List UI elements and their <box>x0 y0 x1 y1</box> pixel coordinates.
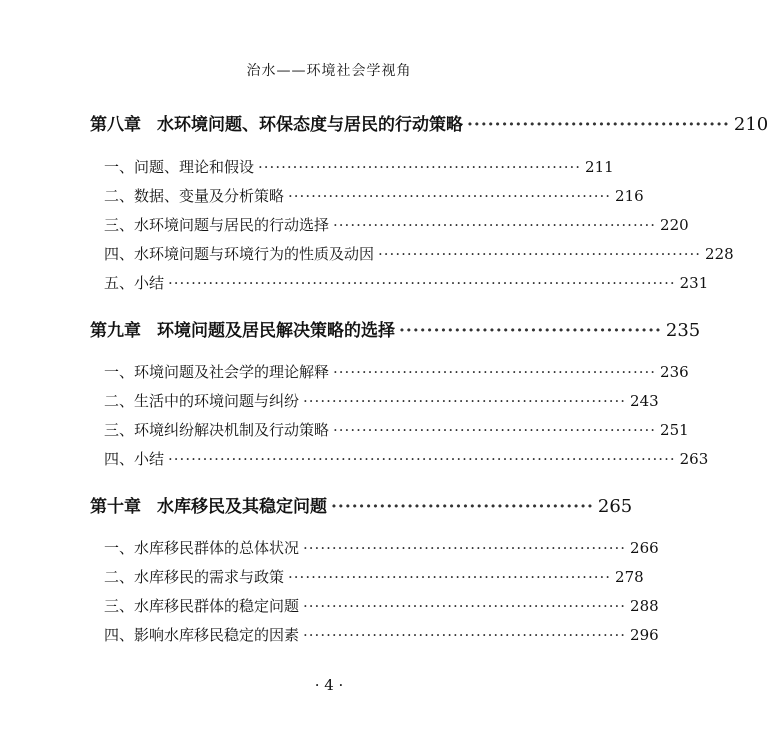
section-page-number: 278 <box>615 568 644 586</box>
leader-dots: ························································ <box>303 392 627 410</box>
section-title: 三、水库移民群体的稳定问题 <box>104 597 300 615</box>
toc-section[interactable] <box>90 390 659 411</box>
toc-chapter-10[interactable] <box>90 492 633 517</box>
section-title: 一、环境问题及社会学的理论解释 <box>104 363 330 381</box>
leader-dots: ························································································ <box>168 274 676 292</box>
leader-dots: ························································ <box>303 597 627 615</box>
toc-section[interactable] <box>90 537 659 558</box>
section-title: 二、生活中的环境问题与纠纷 <box>104 392 300 410</box>
toc-section[interactable] <box>90 419 689 440</box>
section-page-number: 288 <box>630 597 659 615</box>
chapter-title: 环境问题及居民解决策略的选择 <box>157 321 395 341</box>
section-page-number: 236 <box>660 363 689 381</box>
section-title: 一、水库移民群体的总体状况 <box>104 539 300 557</box>
leader-dots: ························································ <box>303 539 627 557</box>
chapter-title: 水环境问题、环保态度与居民的行动策略 <box>157 115 463 135</box>
page-number: · 4 · <box>314 676 344 694</box>
leader-dots: ························································ <box>303 626 627 644</box>
section-title: 四、影响水库移民稳定的因素 <box>104 626 300 644</box>
section-title: 四、小结 <box>104 450 165 468</box>
section-page-number: 228 <box>705 245 734 263</box>
toc-section[interactable] <box>90 566 644 587</box>
section-page-number: 231 <box>679 274 709 292</box>
chapter-number: 第八章 <box>90 115 141 135</box>
toc-section[interactable] <box>90 595 659 616</box>
section-title: 四、水环境问题与环境行为的性质及动因 <box>104 245 375 263</box>
leader-dots: ························································ <box>378 245 702 263</box>
section-title: 五、小结 <box>104 274 165 292</box>
section-page-number: 243 <box>630 392 659 410</box>
leader-dots: ························································ <box>333 363 657 381</box>
leader-dots: ························································ <box>288 187 612 205</box>
section-page-number: 216 <box>615 187 644 205</box>
section-title: 二、数据、变量及分析策略 <box>104 187 285 205</box>
section-title: 三、水环境问题与居民的行动选择 <box>104 216 330 234</box>
section-title: 三、环境纠纷解决机制及行动策略 <box>104 421 330 439</box>
chapter-number: 第十章 <box>90 497 141 517</box>
toc-section[interactable] <box>90 272 709 293</box>
section-page-number: 211 <box>585 158 614 176</box>
chapter-page-number: 265 <box>597 496 633 517</box>
toc-section[interactable] <box>90 361 689 382</box>
toc-section[interactable] <box>90 185 644 206</box>
toc-section[interactable] <box>90 624 659 645</box>
leader-dots: ······································ <box>467 115 730 135</box>
toc-section[interactable] <box>90 243 734 264</box>
section-title: 二、水库移民的需求与政策 <box>104 568 285 586</box>
section-page-number: 263 <box>679 450 709 468</box>
section-title: 一、问题、理论和假设 <box>104 158 255 176</box>
leader-dots: ······································ <box>399 321 662 341</box>
toc-section[interactable] <box>90 156 614 177</box>
chapter-number: 第九章 <box>90 321 141 341</box>
leader-dots: ························································································ <box>168 450 676 468</box>
chapter-page-number: 210 <box>733 114 768 135</box>
chapter-page-number: 235 <box>665 320 701 341</box>
toc-chapter-8[interactable] <box>90 110 768 135</box>
leader-dots: ························································ <box>258 158 582 176</box>
leader-dots: ························································ <box>288 568 612 586</box>
leader-dots: ························································ <box>333 216 657 234</box>
section-page-number: 251 <box>660 421 689 439</box>
section-page-number: 296 <box>630 626 659 644</box>
toc-section[interactable] <box>90 448 709 469</box>
chapter-title: 水库移民及其稳定问题 <box>157 497 327 517</box>
toc-chapter-9[interactable] <box>90 316 701 341</box>
leader-dots: ························································ <box>333 421 657 439</box>
leader-dots: ······································ <box>331 497 594 517</box>
section-page-number: 266 <box>630 539 659 557</box>
running-head: 治水——环境社会学视角 <box>246 63 412 79</box>
toc-section[interactable] <box>90 214 689 235</box>
section-page-number: 220 <box>660 216 689 234</box>
